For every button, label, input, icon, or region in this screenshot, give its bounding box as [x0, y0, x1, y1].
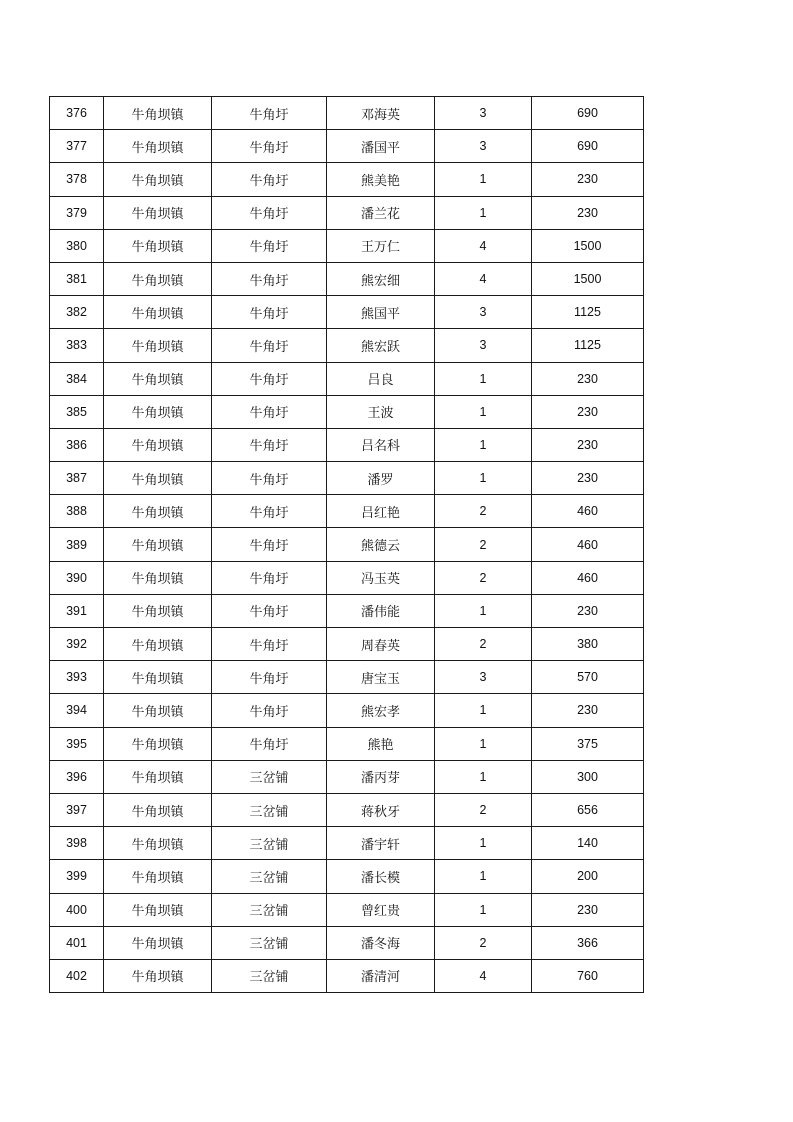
name-cell: 吕红艳 — [327, 495, 435, 528]
town-cell: 牛角坝镇 — [104, 163, 212, 196]
town-cell: 牛角坝镇 — [104, 594, 212, 627]
village-cell: 牛角圩 — [212, 296, 327, 329]
table-row — [50, 462, 644, 495]
town-cell: 牛角坝镇 — [104, 694, 212, 727]
village-cell: 三岔铺 — [212, 760, 327, 793]
name-cell: 潘冬海 — [327, 926, 435, 959]
name-cell: 潘丙芽 — [327, 760, 435, 793]
row-index-cell: 388 — [50, 495, 104, 528]
town-cell: 牛角坝镇 — [104, 893, 212, 926]
table-row — [50, 561, 644, 594]
table-row — [50, 594, 644, 627]
count-cell: 3 — [435, 130, 532, 163]
row-index-cell: 390 — [50, 561, 104, 594]
table-row — [50, 661, 644, 694]
village-cell: 牛角圩 — [212, 362, 327, 395]
count-cell: 2 — [435, 793, 532, 826]
amount-cell: 230 — [532, 694, 644, 727]
count-cell: 1 — [435, 196, 532, 229]
count-cell: 4 — [435, 262, 532, 295]
table-row — [50, 926, 644, 959]
village-cell: 牛角圩 — [212, 329, 327, 362]
row-index-cell: 377 — [50, 130, 104, 163]
village-cell: 牛角圩 — [212, 561, 327, 594]
row-index-cell: 382 — [50, 296, 104, 329]
name-cell: 潘宇轩 — [327, 827, 435, 860]
row-index-cell: 376 — [50, 97, 104, 130]
amount-cell: 230 — [532, 893, 644, 926]
table-row — [50, 760, 644, 793]
count-cell: 3 — [435, 329, 532, 362]
town-cell: 牛角坝镇 — [104, 262, 212, 295]
table-row — [50, 528, 644, 561]
row-index-cell: 384 — [50, 362, 104, 395]
row-index-cell: 399 — [50, 860, 104, 893]
row-index-cell: 396 — [50, 760, 104, 793]
town-cell: 牛角坝镇 — [104, 495, 212, 528]
count-cell: 4 — [435, 959, 532, 992]
town-cell: 牛角坝镇 — [104, 528, 212, 561]
count-cell: 1 — [435, 594, 532, 627]
village-cell: 牛角圩 — [212, 262, 327, 295]
count-cell: 1 — [435, 395, 532, 428]
count-cell: 2 — [435, 561, 532, 594]
row-index-cell: 383 — [50, 329, 104, 362]
town-cell: 牛角坝镇 — [104, 561, 212, 594]
count-cell: 1 — [435, 163, 532, 196]
name-cell: 邓海英 — [327, 97, 435, 130]
town-cell: 牛角坝镇 — [104, 760, 212, 793]
amount-cell: 656 — [532, 793, 644, 826]
row-index-cell: 387 — [50, 462, 104, 495]
name-cell: 曾红贵 — [327, 893, 435, 926]
table-body — [50, 97, 644, 993]
amount-cell: 570 — [532, 661, 644, 694]
village-cell: 牛角圩 — [212, 628, 327, 661]
village-cell: 三岔铺 — [212, 926, 327, 959]
village-cell: 三岔铺 — [212, 793, 327, 826]
name-cell: 周春英 — [327, 628, 435, 661]
village-cell: 牛角圩 — [212, 130, 327, 163]
amount-cell: 230 — [532, 196, 644, 229]
amount-cell: 690 — [532, 130, 644, 163]
name-cell: 潘长模 — [327, 860, 435, 893]
row-index-cell: 400 — [50, 893, 104, 926]
town-cell: 牛角坝镇 — [104, 628, 212, 661]
name-cell: 冯玉英 — [327, 561, 435, 594]
town-cell: 牛角坝镇 — [104, 926, 212, 959]
name-cell: 王波 — [327, 395, 435, 428]
table-row — [50, 628, 644, 661]
name-cell: 潘罗 — [327, 462, 435, 495]
count-cell: 3 — [435, 661, 532, 694]
count-cell: 3 — [435, 296, 532, 329]
town-cell: 牛角坝镇 — [104, 395, 212, 428]
name-cell: 吕名科 — [327, 428, 435, 461]
row-index-cell: 379 — [50, 196, 104, 229]
name-cell: 吕良 — [327, 362, 435, 395]
village-cell: 牛角圩 — [212, 495, 327, 528]
row-index-cell: 381 — [50, 262, 104, 295]
table-row — [50, 959, 644, 992]
amount-cell: 375 — [532, 727, 644, 760]
name-cell: 熊国平 — [327, 296, 435, 329]
count-cell: 1 — [435, 727, 532, 760]
table-row — [50, 296, 644, 329]
village-cell: 牛角圩 — [212, 694, 327, 727]
table-row — [50, 97, 644, 130]
village-cell: 牛角圩 — [212, 594, 327, 627]
row-index-cell: 391 — [50, 594, 104, 627]
name-cell: 熊艳 — [327, 727, 435, 760]
village-cell: 牛角圩 — [212, 661, 327, 694]
town-cell: 牛角坝镇 — [104, 296, 212, 329]
amount-cell: 366 — [532, 926, 644, 959]
town-cell: 牛角坝镇 — [104, 860, 212, 893]
table-row — [50, 229, 644, 262]
amount-cell: 460 — [532, 528, 644, 561]
village-cell: 牛角圩 — [212, 229, 327, 262]
name-cell: 王万仁 — [327, 229, 435, 262]
amount-cell: 230 — [532, 594, 644, 627]
amount-cell: 230 — [532, 428, 644, 461]
village-cell: 牛角圩 — [212, 395, 327, 428]
row-index-cell: 392 — [50, 628, 104, 661]
table-row — [50, 793, 644, 826]
village-cell: 三岔铺 — [212, 893, 327, 926]
table-row — [50, 329, 644, 362]
name-cell: 潘伟能 — [327, 594, 435, 627]
row-index-cell: 398 — [50, 827, 104, 860]
row-index-cell: 380 — [50, 229, 104, 262]
name-cell: 潘兰花 — [327, 196, 435, 229]
table-row — [50, 893, 644, 926]
amount-cell: 230 — [532, 163, 644, 196]
amount-cell: 230 — [532, 362, 644, 395]
row-index-cell: 401 — [50, 926, 104, 959]
row-index-cell: 386 — [50, 428, 104, 461]
count-cell: 1 — [435, 893, 532, 926]
data-table — [49, 96, 644, 993]
amount-cell: 460 — [532, 561, 644, 594]
village-cell: 牛角圩 — [212, 163, 327, 196]
amount-cell: 230 — [532, 462, 644, 495]
name-cell: 唐宝玉 — [327, 661, 435, 694]
village-cell: 牛角圩 — [212, 727, 327, 760]
count-cell: 1 — [435, 462, 532, 495]
amount-cell: 230 — [532, 395, 644, 428]
table-row — [50, 262, 644, 295]
town-cell: 牛角坝镇 — [104, 727, 212, 760]
amount-cell: 760 — [532, 959, 644, 992]
table-row — [50, 395, 644, 428]
village-cell: 牛角圩 — [212, 528, 327, 561]
table-row — [50, 130, 644, 163]
village-cell: 三岔铺 — [212, 860, 327, 893]
amount-cell: 380 — [532, 628, 644, 661]
count-cell: 1 — [435, 760, 532, 793]
count-cell: 1 — [435, 428, 532, 461]
row-index-cell: 393 — [50, 661, 104, 694]
village-cell: 牛角圩 — [212, 97, 327, 130]
town-cell: 牛角坝镇 — [104, 229, 212, 262]
count-cell: 1 — [435, 694, 532, 727]
town-cell: 牛角坝镇 — [104, 793, 212, 826]
village-cell: 牛角圩 — [212, 196, 327, 229]
name-cell: 熊宏跃 — [327, 329, 435, 362]
town-cell: 牛角坝镇 — [104, 661, 212, 694]
name-cell: 潘国平 — [327, 130, 435, 163]
table-row — [50, 495, 644, 528]
name-cell: 蒋秋牙 — [327, 793, 435, 826]
amount-cell: 690 — [532, 97, 644, 130]
name-cell: 熊宏孝 — [327, 694, 435, 727]
amount-cell: 300 — [532, 760, 644, 793]
amount-cell: 1125 — [532, 329, 644, 362]
table-row — [50, 694, 644, 727]
row-index-cell: 389 — [50, 528, 104, 561]
town-cell: 牛角坝镇 — [104, 130, 212, 163]
row-index-cell: 378 — [50, 163, 104, 196]
name-cell: 熊宏细 — [327, 262, 435, 295]
table-row — [50, 196, 644, 229]
table-row — [50, 428, 644, 461]
village-cell: 三岔铺 — [212, 959, 327, 992]
town-cell: 牛角坝镇 — [104, 97, 212, 130]
town-cell: 牛角坝镇 — [104, 462, 212, 495]
row-index-cell: 394 — [50, 694, 104, 727]
table-row — [50, 163, 644, 196]
count-cell: 1 — [435, 827, 532, 860]
town-cell: 牛角坝镇 — [104, 959, 212, 992]
town-cell: 牛角坝镇 — [104, 196, 212, 229]
amount-cell: 1500 — [532, 262, 644, 295]
amount-cell: 140 — [532, 827, 644, 860]
table-row — [50, 827, 644, 860]
count-cell: 1 — [435, 362, 532, 395]
table-row — [50, 860, 644, 893]
count-cell: 2 — [435, 926, 532, 959]
count-cell: 2 — [435, 495, 532, 528]
count-cell: 1 — [435, 860, 532, 893]
row-index-cell: 397 — [50, 793, 104, 826]
village-cell: 牛角圩 — [212, 462, 327, 495]
town-cell: 牛角坝镇 — [104, 428, 212, 461]
amount-cell: 1125 — [532, 296, 644, 329]
row-index-cell: 385 — [50, 395, 104, 428]
count-cell: 4 — [435, 229, 532, 262]
count-cell: 2 — [435, 628, 532, 661]
name-cell: 潘清河 — [327, 959, 435, 992]
village-cell: 三岔铺 — [212, 827, 327, 860]
count-cell: 3 — [435, 97, 532, 130]
town-cell: 牛角坝镇 — [104, 329, 212, 362]
town-cell: 牛角坝镇 — [104, 827, 212, 860]
count-cell: 2 — [435, 528, 532, 561]
amount-cell: 460 — [532, 495, 644, 528]
table-row — [50, 362, 644, 395]
village-cell: 牛角圩 — [212, 428, 327, 461]
table-row — [50, 727, 644, 760]
name-cell: 熊德云 — [327, 528, 435, 561]
amount-cell: 1500 — [532, 229, 644, 262]
town-cell: 牛角坝镇 — [104, 362, 212, 395]
row-index-cell: 402 — [50, 959, 104, 992]
name-cell: 熊美艳 — [327, 163, 435, 196]
row-index-cell: 395 — [50, 727, 104, 760]
amount-cell: 200 — [532, 860, 644, 893]
